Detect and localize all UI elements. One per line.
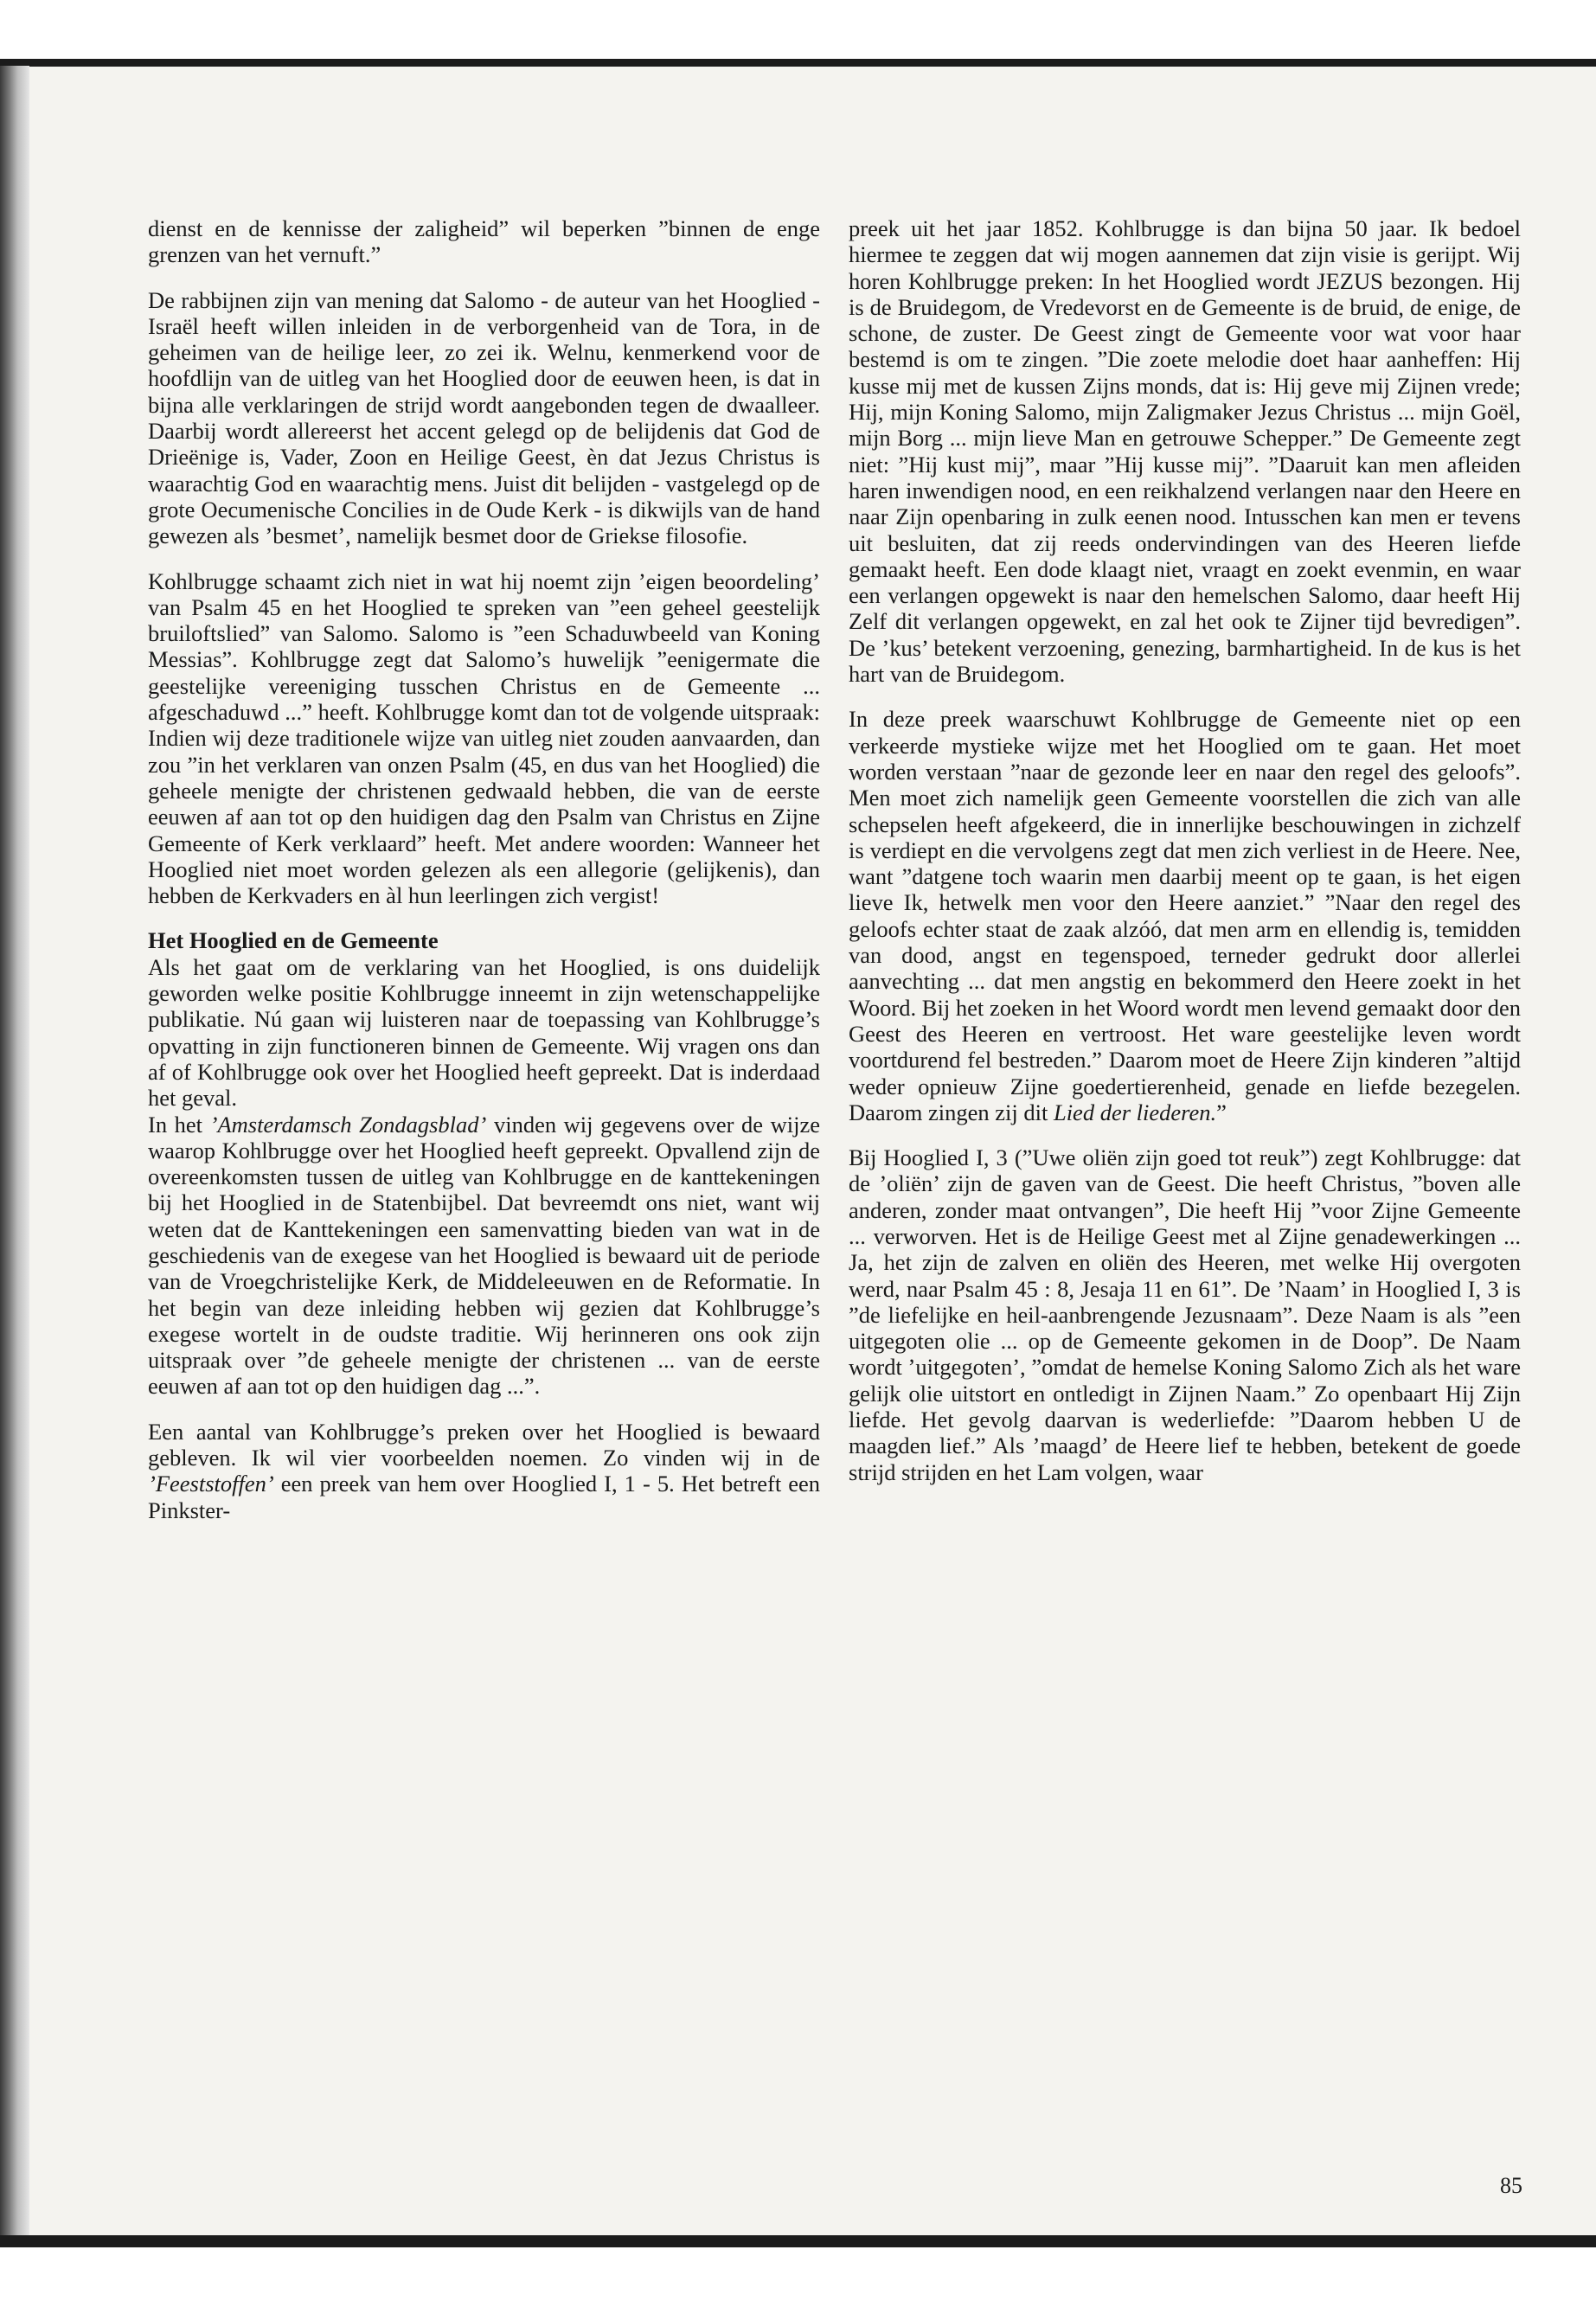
scan-top-margin — [0, 0, 1596, 62]
text-run: In het — [148, 1111, 210, 1138]
page-number: 85 — [1500, 2173, 1522, 2198]
book-spine-shadow — [0, 66, 29, 2235]
text-run: vinden wij gegevens over de wijze waarop Kohlbrugge over het Hooglied heeft gepreekt. Opvallend zijn de overeenkomsten tussen de uitleg van Kohlbrugge en de kanttekeningen bij het Hooglied in de Statenbijbel. Dat bevreemdt ons niet, want wij weten dat de Kanttekeningen een samenvatting bieden van wat in de geschiedenis van de exegese van het Hooglied is bewaard uit de periode van de Vroegchristelijke Kerk, de Middeleeuwen en de Reformatie. In het begin van deze inleiding hebben wij gezien dat Kohlbrugge’s exegese wortelt in de oudste traditie. Wij herinneren ons ook zijn uitspraak over ”de geheele menigte der christenen ... van de eerste eeuwen af aan tot op den huidigen dag ...”. — [148, 1111, 820, 1400]
paragraph — [849, 706, 1521, 1125]
left-text-column — [148, 215, 820, 1542]
paragraph — [148, 1419, 820, 1523]
book-bottom-edge — [0, 2235, 1596, 2247]
italic-title: ’Amsterdamsch Zondagsblad’ — [209, 1111, 487, 1138]
paragraph: Kohlbrugge schaamt zich niet in wat hij noemt zijn ’eigen beoordeling’ van Psalm 45 en het Hooglied te spreken van ”een geheel geestelijk bruiloftslied” van Salomo. Salomo is ”een Schaduwbeeld van Koning Messias”. Kohlbrugge zegt dat Salomo’s huwelijk ”eenigermate die geestelijke vereeniging tusschen Christus en de Gemeente ... afgeschaduwd ...” heeft. Kohlbrugge komt dan tot de volgende uitspraak: Indien wij deze traditionele wijze van uitleg niet zouden aanvaarden, dan zou ”in het verklaren van onzen Psalm (45, en dus van het Hooglied) die geheele menigte der christenen gedwaald hebben, die van de eerste eeuwen af aan tot op den huidigen dag den Psalm van Christus en Zijne Gemeente of Kerk verklaard” heeft. Met andere woorden: Wanneer het Hooglied niet moet worden gelezen als een allegorie (gelijkenis), dan hebben de Kerkvaders en àl hun leerlingen zich vergist! — [148, 567, 820, 909]
paragraph — [148, 1112, 820, 1400]
section-heading: Het Hooglied en de Gemeente — [148, 927, 439, 954]
text-run: een preek van hem over Hooglied I, 1 - 5. Het betreft een Pinkster- — [148, 1471, 820, 1523]
paragraph: Als het gaat om de verklaring van het Hooglied, is ons duidelijk geworden welke positie Kohlbrugge inneemt in zijn wetenschappelijke publikatie. Nú gaan wij luisteren naar de toepassing van Kohlbrugge’s opvatting in zijn functioneren binnen de Gemeente. Wij vragen ons dan af of Kohlbrugge ook over het Hooglied heeft gepreekt. Dat is inderdaad het geval. — [148, 953, 820, 1112]
book-top-edge — [0, 59, 1596, 67]
paragraph: De rabbijnen zijn van mening dat Salomo - de auteur van het Hooglied - Israël heeft willen inleiden in de verborgenheid van de Tora, in de geheimen van de heilige leer, zo zei ik. Welnu, kenmerkend voor de hoofdlijn van de uitleg van het Hooglied door de eeuwen heen, is dat in bijna alle verklaringen de strijd wordt aangebonden tegen de dwaalleer. Daarbij wordt allereerst het accent gelegd op de belijdenis dat God de Drieënige is, Vader, Zoon en Heilige Geest, èn dat Jezus Christus is waarachtig God en waarachtig mens. Juist dit belijden - vastgelegd op de grote Oecumenische Concilies in de Oude Kerk - is dikwijls van de hand gewezen als ’besmet’, namelijk besmet door de Griekse filosofie. — [148, 286, 820, 549]
paragraph: preek uit het jaar 1852. Kohlbrugge is dan bijna 50 jaar. Ik bedoel hiermee te zeggen dat wij mogen aannemen dat zijn visie is gerijpt. Wij horen Kohlbrugge preken: In het Hooglied wordt JEZUS bezongen. Hij is de Bruidegom, de Vredevorst en de Gemeente is de bruid, de enige, de schone, de zuster. De Geest zingt de Gemeente voor wat voor haar bestemd is om te zingen. ”Die zoete melodie doet haar aanheffen: Hij kusse mij met de kussen Zijns monds, dat is: Hij geve mij Zijnen vrede; Hij, mijn Koning Salomo, mijn Zaligmaker Jezus Christus ... mijn Goël, mijn Borg ... mijn lieve Man en getrouwe Schepper.” De Gemeente zegt niet: ”Hij kust mij”, maar ”Hij kusse mij”. ”Daaruit kan men afleiden haren inwendigen nood, en een reikhalzend verlangen naar den Heere en naar Zijn openbaring in zulk eenen nood. Intusschen kan men er tevens uit besluiten, dat zij reeds ondervindingen van des Heeren liefde gemaakt heeft. Een dode klaagt niet, vraagt en zoekt evenmin, en waar een verlangen opgewekt is naar den hemelschen Salomo, daar heeft Hij Zelf dit verlangen opgewekt, en zal het ook te Zijner tijd bevredigen”. De ’kus’ betekent verzoening, genezing, barmhartigheid. In de kus is het hart van de Bruidegom. — [849, 215, 1521, 688]
italic-title: ’Feeststoffen’ — [148, 1471, 274, 1497]
italic-title: Lied der liederen. — [1053, 1099, 1217, 1125]
scan-bottom-margin — [0, 2247, 1596, 2301]
text-run: ” — [1216, 1099, 1227, 1125]
book-page — [29, 67, 1596, 2235]
text-run: In deze preek waarschuwt Kohlbrugge de Gemeente niet op een verkeerde mystieke wijze met het Hooglied om te gaan. Het moet worden verstaan ”naar de gezonde leer en naar den regel des geloofs”. Men moet zich namelijk geen Gemeente voorstellen die zich van alle schepselen heeft afgekeerd, die in innerlijke beschouwingen in zichzelf is verdiept en die vervolgens zegt dat men zich verliest in de Heere. Nee, want ”datgene toch waarin men daarbij meent op te gaan, is het eigen lieve Ik, hetwelk men voor den Heere aanziet.” ”Naar den regel des geloofs echter staat de zaak alzóó, dat men arm en ellendig is, temidden van dood, angst en tegenspoed, terneder gedrukt door allerlei aanvechting ... dat men angstig en bekommerd den Heere zoekt in het Woord. Bij het zoeken in het Woord wordt men levend gemaakt door den Geest des Heeren en vertroost. Het ware geestelijke leven wordt voortdurend fel bestreden.” Daarom moet de Heere Zijn kinderen ”altijd weder opnieuw Zijne goedertierenheid, genade en liefde bezegelen. Daarom zingen zij dit — [849, 706, 1521, 1125]
paragraph: dienst en de kennisse der zaligheid” wil beperken ”binnen de enge grenzen van het vernuft.” — [148, 215, 820, 268]
right-text-column — [849, 215, 1521, 1504]
text-run: Een aantal van Kohlbrugge’s preken over het Hooglied is bewaard gebleven. Ik wil vier voorbeelden noemen. Zo vinden wij in de — [148, 1418, 820, 1471]
paragraph: Bij Hooglied I, 3 (”Uwe oliën zijn goed tot reuk”) zegt Kohlbrugge: dat de ’oliën’ zijn de gaven van de Geest. Die heeft Christus, ”boven alle anderen, zonder maat ontvangen”, Die heeft Hij ”voor Zijne Gemeente ... verworven. Het is de Heilige Geest met al Zijne genadewerkingen ... Ja, het zijn de zalven en oliën des Heeren, met welke Hij overgoten werd, naar Psalm 45 : 8, Jesaja 11 en 61”. De ’Naam’ in Hooglied I, 3 is ”de liefelijke en heil-aanbrengende Jezusnaam”. Deze Naam is als ”een uitgegoten olie ... op de Gemeente gekomen in de Doop”. De Naam wordt ’uitgegoten’, ”omdat de hemelse Koning Salomo Zich als het ware gelijk olie uitstort en ontledigt in Zijnen Naam.” Zo openbaart Hij Zijn liefde. Het gevolg daarvan is wederliefde: ”Daarom hebben U de maagden lief.” Als ’maagd’ de Heere lief te hebben, betekent de goede strijd strijden en het Lam volgen, waar — [849, 1144, 1521, 1485]
